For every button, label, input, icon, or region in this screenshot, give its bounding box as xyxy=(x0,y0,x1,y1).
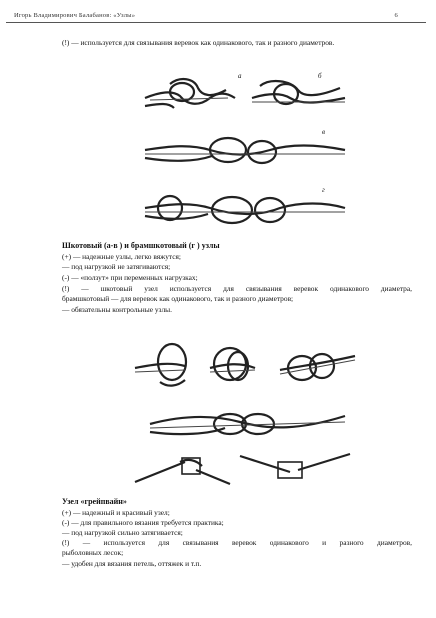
header-rule xyxy=(6,22,426,23)
section2-line-2: (-) — для правильного вязания требуется практика; xyxy=(62,518,224,527)
page-number: 6 xyxy=(394,12,398,19)
label-b: б xyxy=(318,72,322,80)
section1-line-2: — под нагрузкой не затягиваются; xyxy=(62,262,171,271)
knot-g-illustration xyxy=(145,196,345,223)
grapevine-step-4 xyxy=(150,414,345,434)
page-header xyxy=(4,8,424,22)
section2-line-5: рыболовных лесок; xyxy=(62,548,124,557)
section2-line-3: — под нагрузкой сильно затягивается; xyxy=(62,528,183,537)
grapevine-step-5 xyxy=(135,458,230,484)
grapevine-step-3 xyxy=(280,354,355,380)
label-v: в xyxy=(322,128,326,136)
grapevine-figure xyxy=(130,336,360,486)
section1-line-5: брамшкотовый — для веревок как одинакового, так и разного диаметров; xyxy=(62,294,294,303)
grapevine-step-6 xyxy=(240,454,350,478)
grapevine-step-1 xyxy=(135,344,186,386)
section1-title: Шкотовый (а-в ) и брамшкотовый (г ) узлы xyxy=(62,241,220,250)
section2-line-1: (+) — надежный и красивый узел; xyxy=(62,508,170,517)
section1-line-3: (-) — «ползут» при переменных нагрузках; xyxy=(62,273,198,282)
section2-line-4: (!) — используется для связывания веревок одинакового и разного диаметров, xyxy=(62,538,412,547)
section1-line-1: (+) — надежные узлы, легко вяжутся; xyxy=(62,252,181,261)
sheet-bend-figure xyxy=(140,62,350,234)
header-title: Игорь Владимирович Балабанов: «Узлы» xyxy=(14,12,136,19)
knot-v-illustration xyxy=(145,138,345,163)
knot-b-illustration xyxy=(252,81,345,104)
label-g: г xyxy=(322,186,325,194)
grapevine-step-2 xyxy=(210,348,255,380)
knot-a-illustration xyxy=(145,79,235,108)
intro-note: (!) — используется для связывания веревок как одинакового, так и разного диаметров. xyxy=(62,38,335,47)
section1-line-6: — обязательны контрольные узлы. xyxy=(62,305,172,314)
section1-line-4: (!) — шкотовый узел используется для связывания веревок одинакового диаметра, xyxy=(62,284,412,293)
label-a: а xyxy=(238,72,242,80)
section2-line-6: — удобен для вязания петель, оттяжек и т.п. xyxy=(62,559,202,568)
section2-title: Узел «грейпвайн» xyxy=(62,497,127,506)
